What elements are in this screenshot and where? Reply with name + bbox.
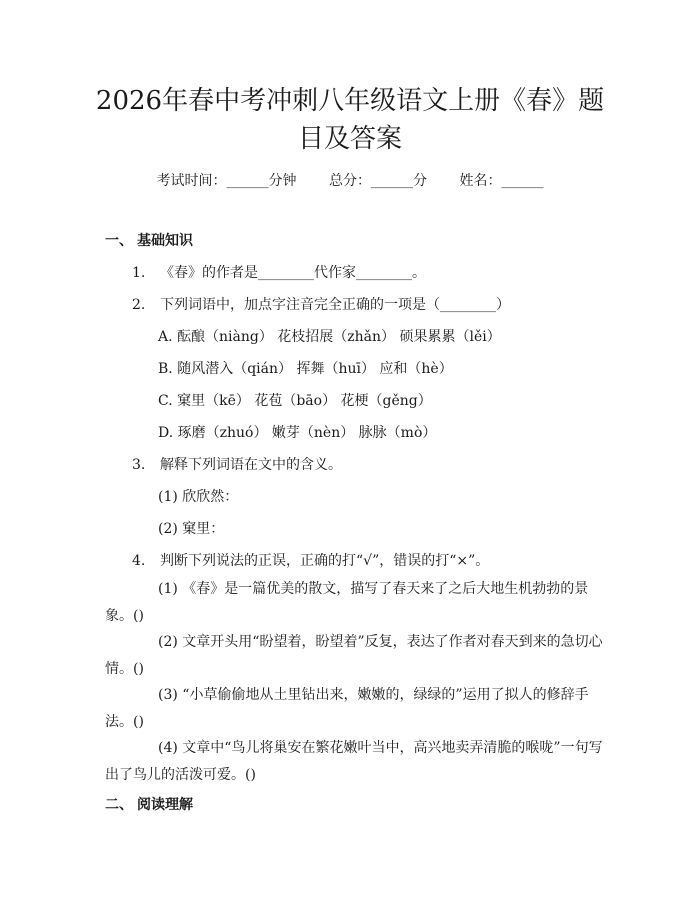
question-1: [132, 262, 426, 282]
section-number: 一、: [105, 233, 133, 249]
section-title: 阅读理解: [137, 797, 193, 813]
exam-name: 姓名：______: [459, 173, 544, 189]
question-4: [132, 550, 489, 570]
question-text: 解释下列词语在文中的含义。: [160, 457, 342, 473]
sub-item-2: (2) 窠里：: [158, 521, 225, 537]
sub-item-1: (1) 欣欣然：: [158, 489, 239, 505]
question-text: 下列词语中，加点字注音完全正确的一项是（________）: [160, 297, 510, 313]
question-2: [132, 294, 510, 314]
judgement-item-3: (3) “小草偷偷地从土里钻出来，嫩嫩的，绿绿的”运用了拟人的修辞手法。(): [105, 687, 589, 730]
judgement-item-4: (4) 文章中“鸟儿将巢安在繁花嫩叶当中，高兴地卖弄清脆的喉咙”一句写出了鸟儿的活泼可爱。(): [105, 740, 603, 783]
question-text: 判断下列说法的正误，正确的打“√”，错误的打“×”。: [160, 553, 490, 569]
exam-score: 总分：______分: [329, 173, 427, 189]
option-d: D. 琢磨（zhuó） 嫩芽（nèn） 脉脉（mò）: [158, 425, 437, 441]
option-a: A. 酝酿（niàng） 花枝招展（zhǎn） 硕果累累（lěi）: [158, 329, 501, 345]
title-line-2: 目及答案: [297, 124, 402, 154]
question-number: 2.: [132, 297, 146, 313]
option-c: C. 窠里（kē） 花苞（bāo） 花梗（gěng）: [158, 393, 432, 409]
question-3: [132, 454, 342, 474]
judgement-item-2: (2) 文章开头用“盼望着，盼望着”反复，表达了作者对春天到来的急切心情。(): [105, 634, 603, 677]
exam-meta: [0, 170, 700, 190]
question-number: 3.: [132, 457, 146, 473]
judgement-item-1: (1) 《春》是一篇优美的散文，描写了春天来了之后大地生机勃勃的景象。(): [105, 581, 589, 624]
exam-time: 考试时间：______分钟: [156, 173, 297, 189]
question-text: 《春》的作者是________代作家________。: [160, 265, 426, 281]
section-heading-2: [105, 794, 193, 814]
title-line-1: 2026年春中考冲刺八年级语文上册《春》题: [95, 86, 605, 116]
page-title: [60, 82, 640, 158]
section-title: 基础知识: [137, 233, 193, 249]
option-b: B. 随风潜入（qián） 挥舞（huī） 应和（hè）: [158, 361, 453, 377]
question-number: 1.: [132, 265, 146, 281]
section-heading-1: [105, 230, 193, 250]
question-number: 4.: [132, 553, 146, 569]
section-number: 二、: [105, 797, 133, 813]
